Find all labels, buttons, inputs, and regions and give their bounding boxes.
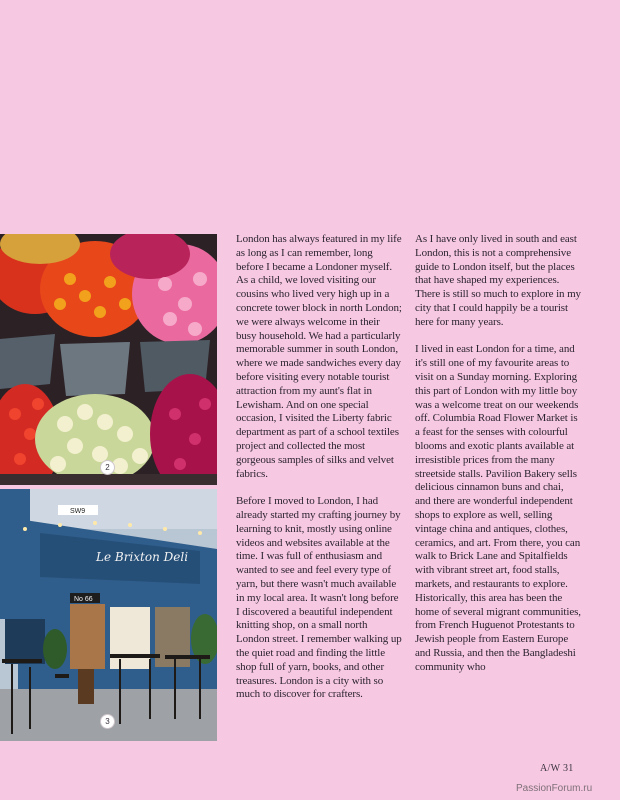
article-column-right	[415, 233, 581, 675]
street-sign-text: SW9	[70, 508, 86, 515]
page-folio: A/W 31	[540, 763, 574, 774]
deli-sign-text: Le Brixton Deli	[96, 550, 189, 564]
paragraph: London has always featured in my life as long as I can remember, long before I became a Londoner myself. As a child, we loved visiting our cousins who lived very high up in a concrete tower block in north London; we were always welcome in their busy household. We had a particularly memorable summer in south London, where we made sandwiches every day before visiting every notable tourist attraction from my aunt's flat in Lewisham. And on one special occasion, I visited the Liberty fabric department as part of a school textiles project and collected the most gorgeous samples of silks and velvet fabrics.	[236, 233, 402, 480]
photo-number-badge: 3	[100, 714, 115, 729]
deli-illustration	[0, 489, 217, 741]
watermark: PassionForum.ru	[516, 783, 593, 794]
deli-photo	[0, 489, 217, 741]
tulips-photo	[0, 234, 217, 485]
photo-number-badge: 2	[100, 460, 115, 475]
paragraph: Before I moved to London, I had already started my crafting journey by learning to knit, mostly using online videos and websites available at the time. I was full of enthusiasm and wanted to see and feel every type of yarn, but there wasn't much available in my local area. It wasn't long before I discovered a beautiful independent knitting shop, on a small north London street. I remember walking up the quiet road and finding the little shop full of yarn, books, and other treasures. London is a city with so much to discover for crafters.	[236, 495, 402, 701]
article-column-left	[236, 233, 402, 702]
paragraph: As I have only lived in south and east London, this is not a comprehensive guide to London itself, but the places that have shaped my experiences. There is still so much to explore in my city that I could happily be a tourist here for many years.	[415, 233, 581, 328]
tulips-illustration	[0, 234, 217, 485]
paragraph: I lived in east London for a time, and it's still one of my favourite areas to visit on a Sunday morning. Exploring this part of London with my little boy was a welcome treat on our weekends off. Columbia Road Flower Market is a feast for the senses with colourful blooms and exotic plants available at irresistible prices from the many streetside stalls. Pavilion Bakery sells delicious cinnamon buns and chai, and there are wonderful independent shops to explore as well, selling vintage china and antiques, clothes, ceramics, and art. From there, you can walk to Brick Lane and Spitalfields with vibrant street art, food stalls, markets, and restaurants to explore. Historically, this area has been the home of several migrant communities, from French Huguenot Protestants to Jewish people from Eastern Europe and Russia, and then the Bangladeshi community who	[415, 343, 581, 673]
deli-number-text: No 66	[74, 596, 93, 603]
